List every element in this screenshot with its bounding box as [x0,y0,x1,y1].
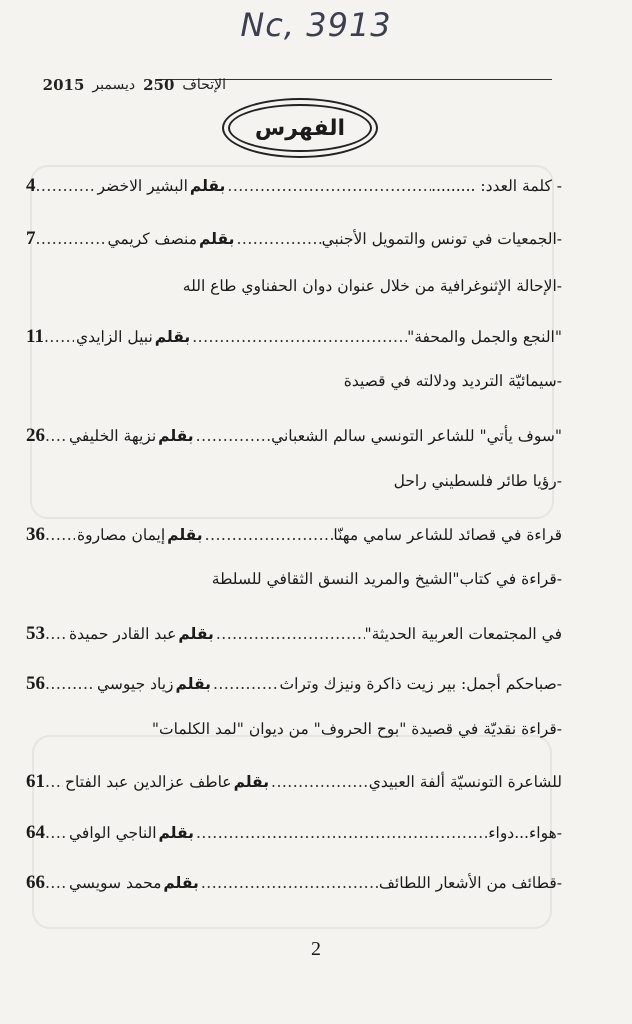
dot-leader [216,625,365,643]
toc-entry [26,322,562,352]
entry-title: "النجع والجمل والمحفة" [407,328,562,346]
issue-month: ديسمبر [92,77,136,93]
toc-entry [26,171,562,201]
entry-page: 53 [26,623,45,644]
dot-leader [36,177,96,195]
dot-leader [45,773,63,791]
dot-leader [44,328,74,346]
entry-title: "سوف يأتي" للشاعر التونسي سالم الشعباني [271,427,562,445]
toc-entry-line: -رؤيا طائر فلسطيني راحل [393,472,562,490]
issue-year: 2015 [42,76,85,94]
by-label: بقلم [233,773,270,791]
entry-page: 66 [26,872,45,893]
by-label: بقلم [158,427,194,445]
entry-page: 11 [26,326,44,347]
toc-entry [26,421,562,451]
by-label: بقلم [178,625,214,643]
dot-leader [213,675,279,693]
by-label: بقلم [189,177,226,195]
entry-author: الناجي الوافي [69,824,157,842]
entry-page: 36 [26,524,45,545]
by-label: بقلم [158,824,194,842]
dot-leader [45,526,75,544]
toc-entry-line: -قراءة في كتاب"الشيخ والمريد النسق الثقافي للسلطة [211,570,562,588]
entry-title: -صباحكم أجمل: بير زيت ذاكرة ونيزك وتراث [279,675,562,693]
toc-entry [26,669,562,699]
dot-leader [201,874,379,892]
dot-leader [271,773,369,791]
entry-title: في المجتمعات العربية الحديثة" [364,625,562,643]
entry-title: قراءة في قصائد للشاعر سامي مهنّا [333,526,562,544]
entry-author: محمد سويسي [69,874,162,892]
dot-leader [196,427,271,445]
entry-title: -الجمعيات في تونس والتمويل الأجنبي [321,230,562,248]
entry-page: 4 [26,175,36,196]
toc-entry [26,224,562,254]
dot-leader [45,824,67,842]
entry-title: للشاعرة التونسيّة ألفة العبيدي [368,773,562,791]
by-label: بقلم [163,874,199,892]
toc-entry [26,868,562,898]
title-oval [222,98,378,158]
by-label: بقلم [154,328,191,346]
handwritten-note: Nc, 3913 [240,6,392,44]
dot-leader [205,526,334,544]
toc-entry-line: -الإحالة الإثنوغرافية من خلال عنوان دوان الحفناوي طاع الله [182,277,562,295]
by-label: بقلم [199,230,235,248]
dot-leader [36,230,106,248]
entry-page: 61 [26,771,45,792]
toc-entry [26,619,562,649]
issue-number: 250 [143,76,175,94]
toc-entry-line: -سيمائيّة الترديد ودلالته في قصيدة [343,372,562,390]
entry-page: 64 [26,822,45,843]
page-number: 2 [311,938,321,960]
entry-author: عاطف عزالدين عبد الفتاح [65,773,232,791]
entry-author: زياد جيوسي [97,675,174,693]
dot-leader [45,874,67,892]
running-header [26,74,226,96]
dot-leader [237,230,322,248]
by-label: بقلم [175,675,211,693]
toc-entry [26,520,562,550]
entry-author: إيمان مصاروة [77,526,166,544]
toc-entry [26,767,562,797]
entry-page: 7 [26,228,36,249]
magazine-name: الإتحاف [182,77,226,93]
dot-leader [227,177,431,195]
dot-leader [45,625,67,643]
entry-title: - كلمة العدد: ......... [431,177,562,195]
dot-leader [45,427,67,445]
entry-page: 26 [26,425,45,446]
toc-entry-line: -قراءة نقديّة في قصيدة "بوح الحروف" من ديوان "لمد الكلمات" [151,720,562,738]
entry-page: 56 [26,673,45,694]
entry-title: -هواء...دواء [488,824,562,842]
dot-leader [192,328,407,346]
entry-author: البشير الاخضر [97,177,188,195]
entry-author: نزيهة الخليفي [69,427,157,445]
entry-author: عبد القادر حميدة [69,625,177,643]
entry-author: نبيل الزايدي [75,328,153,346]
dot-leader [196,824,488,842]
by-label: بقلم [167,526,203,544]
page-title: الفهرس [228,104,372,152]
toc-entry [26,818,562,848]
entry-title: -قطائف من الأشعار اللطائف [378,874,562,892]
dot-leader [45,675,95,693]
entry-author: منصف كريمي [107,230,198,248]
